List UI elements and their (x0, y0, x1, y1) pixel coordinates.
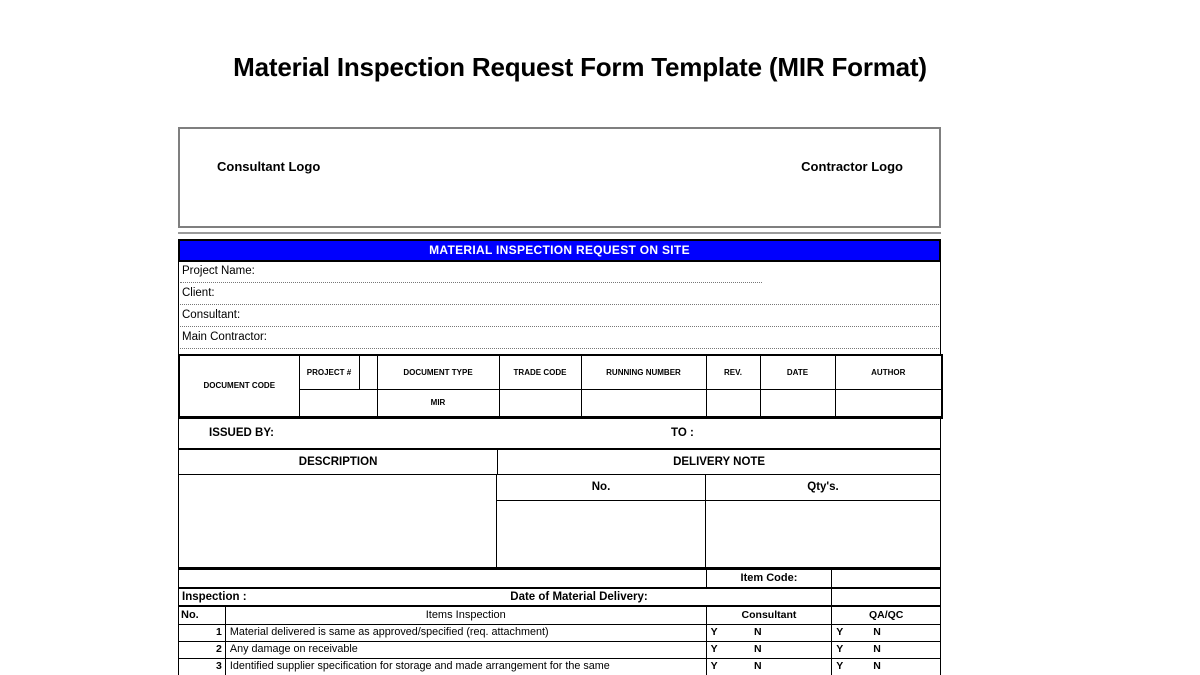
running-number-header: RUNNING NUMBER (581, 355, 706, 389)
main-contractor-input-line[interactable] (180, 348, 939, 349)
project-number-header: PROJECT # (299, 355, 359, 389)
form-title-banner: MATERIAL INSPECTION REQUEST ON SITE (178, 239, 941, 262)
field-consultant (179, 306, 940, 328)
item-code-label: Item Code: (707, 570, 833, 587)
description-delivery-body (178, 475, 941, 567)
inspection-label: Inspection : (182, 590, 247, 603)
inspection-table-row (178, 659, 941, 675)
running-number-value[interactable] (581, 389, 706, 417)
document-type-value: MIR (377, 389, 499, 417)
row-item-text: Any damage on receivable (226, 642, 707, 658)
author-value[interactable] (835, 389, 942, 417)
row-number: 1 (179, 625, 226, 641)
items-inspection-header: Items Inspection (226, 607, 707, 624)
inspection-strip-left (179, 589, 832, 605)
consultant-no-option[interactable]: N (754, 625, 762, 638)
delivery-note-subheader (497, 475, 940, 501)
delivery-note-header: DELIVERY NOTE (673, 455, 766, 468)
qaqc-yn-cell (832, 659, 940, 675)
project-number-value[interactable] (299, 389, 377, 417)
consultant-yes-option[interactable]: Y (710, 642, 718, 655)
consultant-input-line[interactable] (180, 326, 939, 327)
field-main-contractor (179, 328, 940, 350)
row-item-text: Material delivered is same as approved/specified (req. attachment) (226, 625, 707, 641)
inspection-table-row (178, 625, 941, 642)
trade-code-header: TRADE CODE (499, 355, 581, 389)
rev-value[interactable] (706, 389, 760, 417)
row-number: 2 (179, 642, 226, 658)
inspection-no-header: No. (179, 607, 226, 624)
qaqc-yn-cell (832, 625, 940, 641)
client-input-line[interactable] (180, 304, 939, 305)
rev-header: REV. (706, 355, 760, 389)
delivery-no-input-area[interactable] (497, 501, 706, 567)
consultant-yn-cell (707, 659, 833, 675)
item-code-input-area[interactable] (832, 570, 940, 587)
page-title: Material Inspection Request Form Template (MIR Format) (233, 52, 927, 82)
inspection-table-header (178, 607, 941, 625)
inspection-table-row (178, 642, 941, 659)
logo-header (178, 127, 941, 228)
date-value[interactable] (760, 389, 835, 417)
delivery-note-area (497, 475, 940, 567)
consultant-yes-option[interactable]: Y (710, 659, 718, 672)
author-header: AUTHOR (835, 355, 942, 389)
mir-form (178, 127, 941, 675)
item-code-spacer-cell (179, 570, 707, 587)
field-client (179, 284, 940, 306)
row-number: 3 (179, 659, 226, 675)
delivery-qty-header: Qty's. (807, 480, 839, 493)
date-header: DATE (760, 355, 835, 389)
issued-to-row (178, 419, 941, 450)
qaqc-yes-option[interactable]: Y (836, 625, 844, 638)
date-of-material-delivery-label: Date of Material Delivery: (510, 590, 648, 603)
contractor-logo-label: Contractor Logo (801, 159, 903, 174)
main-contractor-label: Main Contractor: (182, 331, 268, 343)
inspection-strip (178, 589, 941, 607)
inspection-strip-right-cell[interactable] (832, 589, 940, 605)
to-label: TO : (671, 426, 694, 439)
description-delivery-header (178, 450, 941, 475)
consultant-no-option[interactable]: N (754, 642, 762, 655)
consultant-yn-cell (707, 642, 833, 658)
consultant-label: Consultant: (182, 309, 241, 321)
consultant-no-option[interactable]: N (754, 659, 762, 672)
issued-by-label: ISSUED BY: (209, 426, 274, 439)
project-name-input-line[interactable] (180, 282, 762, 283)
consultant-column-header: Consultant (707, 607, 833, 624)
header-divider (178, 232, 941, 234)
consultant-logo-label: Consultant Logo (217, 159, 321, 174)
qaqc-yes-option[interactable]: Y (836, 642, 844, 655)
qaqc-yes-option[interactable]: Y (836, 659, 844, 672)
delivery-note-values (497, 501, 940, 567)
consultant-yes-option[interactable]: Y (710, 625, 718, 638)
separator-cell (359, 355, 377, 389)
fields-section (178, 262, 941, 354)
qaqc-no-option[interactable]: N (873, 659, 881, 672)
qaqc-no-option[interactable]: N (873, 625, 881, 638)
consultant-yn-cell (707, 625, 833, 641)
qaqc-yn-cell (832, 642, 940, 658)
document-code-table (178, 354, 943, 419)
document-code-label: DOCUMENT CODE (179, 355, 299, 417)
item-code-row (178, 570, 941, 589)
delivery-qty-input-area[interactable] (706, 501, 940, 567)
delivery-no-header: No. (497, 475, 706, 500)
project-name-label: Project Name: (182, 265, 255, 277)
trade-code-value[interactable] (499, 389, 581, 417)
document-type-header: DOCUMENT TYPE (377, 355, 499, 389)
client-label: Client: (182, 287, 215, 299)
field-project-name (179, 262, 940, 284)
qaqc-no-option[interactable]: N (873, 642, 881, 655)
description-header: DESCRIPTION (179, 450, 498, 474)
qaqc-column-header: QA/QC (868, 608, 904, 621)
description-input-area[interactable] (179, 475, 497, 567)
row-item-text: Identified supplier specification for storage and made arrangement for the same (226, 659, 707, 675)
